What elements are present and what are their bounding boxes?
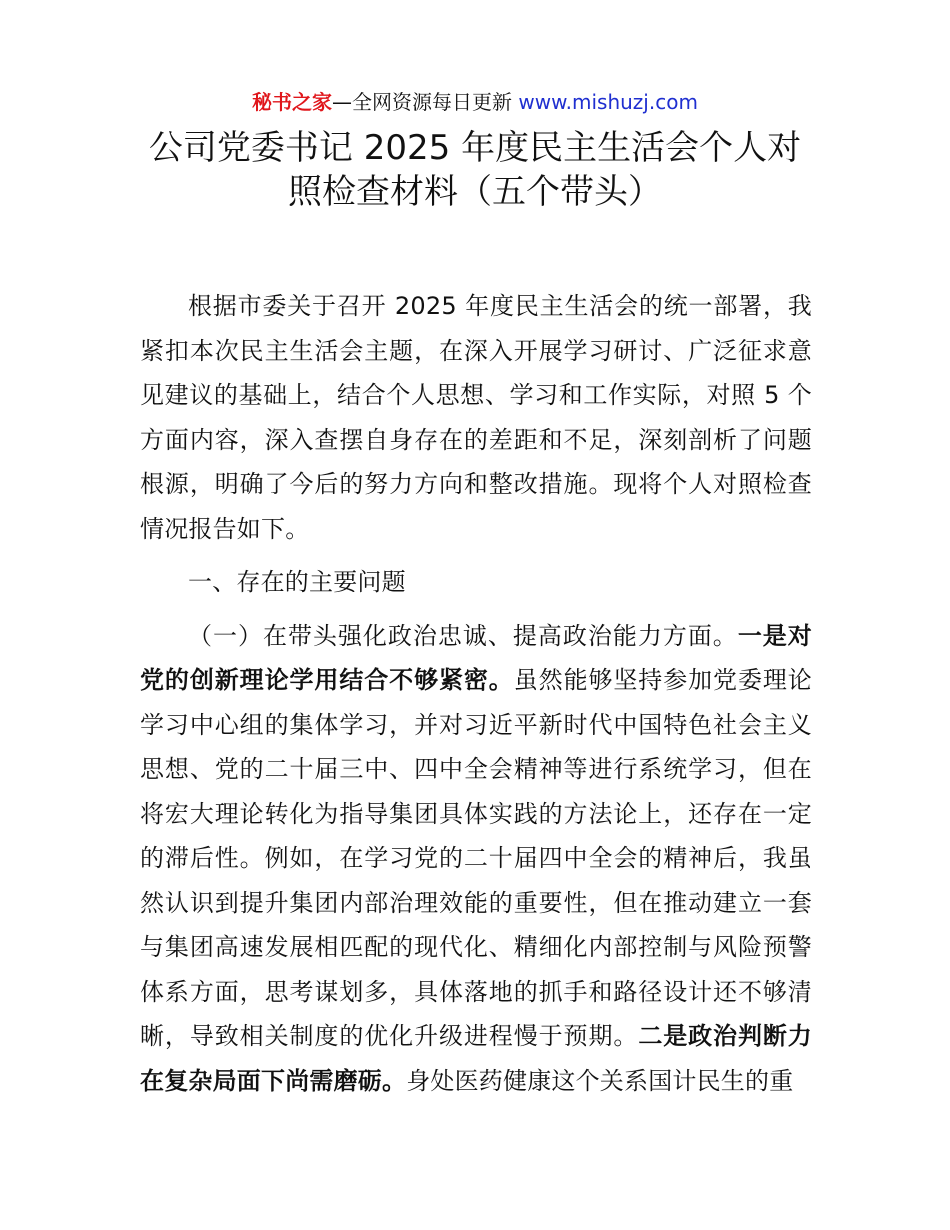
point-2-heading: 二是政治判断力在复杂局面下尚需磨砺。 <box>140 1022 813 1095</box>
title-line-1: 公司党委书记 2025 年度民主生活会个人对 <box>148 128 802 168</box>
header-tagline: —全网资源每日更新 <box>332 90 519 114</box>
site-url-link[interactable]: www.mishuzj.com <box>518 90 698 114</box>
site-header <box>0 88 950 116</box>
intro-paragraph: 根据市委关于召开 2025 年度民主生活会的统一部署，我紧扣本次民主生活会主题，在深入开展学习研讨、广泛征求意见建议的基础上，结合个人思想、学习和工作实际，对照 5 个方面内容，深入查摆自身存在的差距和不足，深刻剖析了问题根源，明确了今后的努力方向和整改措施。现将个人对照检查情况报告如下。 <box>140 292 812 543</box>
point-2-text: 身处医药健康这个关系国计民生的重 <box>406 1066 794 1095</box>
section-paragraph-1 <box>140 614 812 1104</box>
section-heading: 一、存在的主要问题 <box>188 568 406 596</box>
point-1-heading: 一是对党的创新理论学用结合不够紧密。 <box>140 621 812 694</box>
title-line-2: 照检查材料（五个带头） <box>288 172 662 212</box>
point-1-text: 虽然能够坚持参加党委理论学习中心组的集体学习，并对习近平新时代中国特色社会主义思想、党的二十届三中、四中全会精神等进行系统学习，但在将宏大理论转化为指导集团具体实践的方法论上，还存在一定的滞后性。例如，在学习党的二十届四中全会的精神后，我虽然认识到提升集团内部治理效能的重要性，但在推动建立一套与集团高速发展相匹配的现代化、精细化内部控制与风险预警体系方面，思考谋划多，具体落地的抓手和路径设计还不够清晰，导致相关制度的优化升级进程慢于预期。 <box>140 666 813 1050</box>
document-body <box>140 284 812 1103</box>
brand-name: 秘书之家 <box>252 90 333 114</box>
document-title <box>110 126 840 214</box>
subsection-lead: （一）在带头强化政治忠诚、提高政治能力方面。 <box>188 621 738 650</box>
